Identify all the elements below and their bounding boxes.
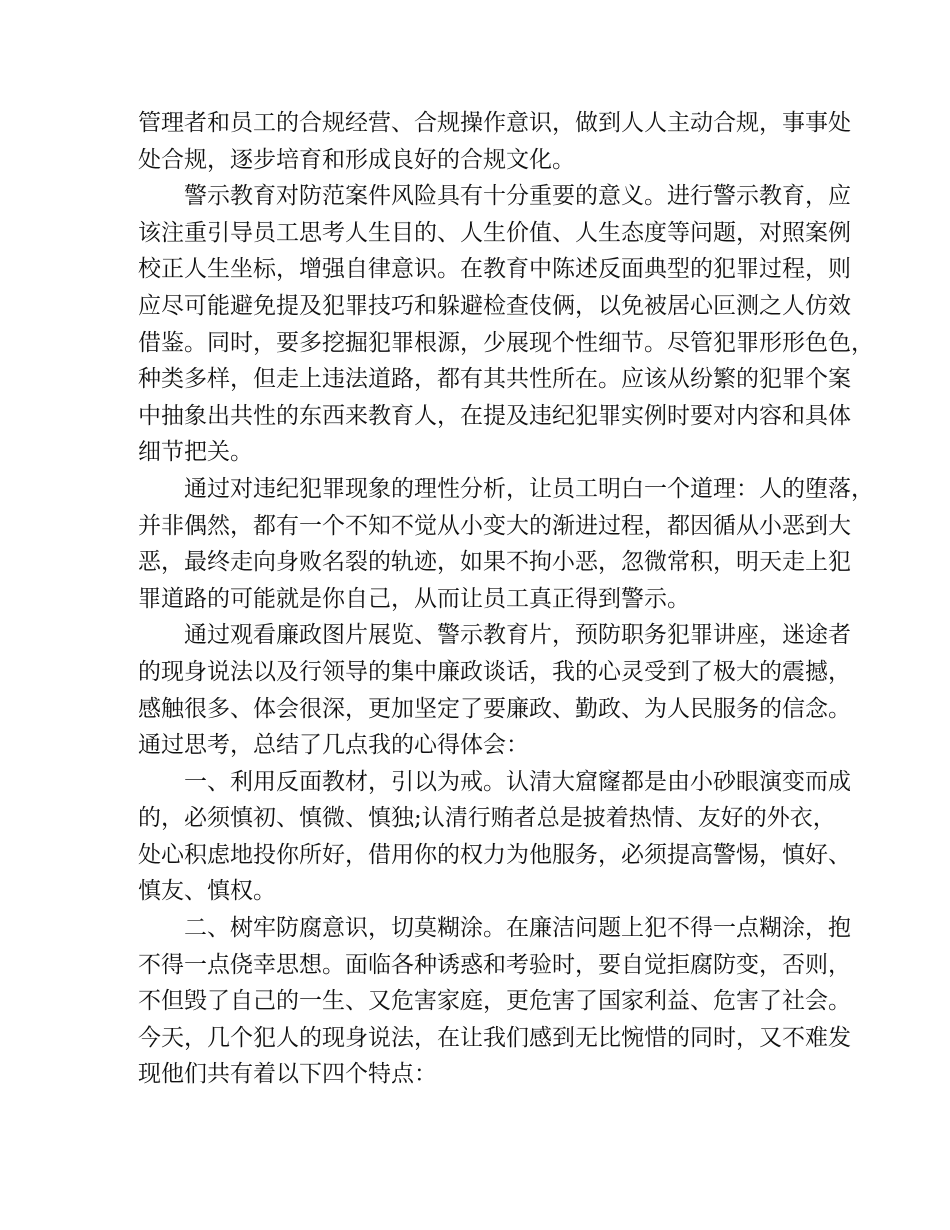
text-line: 不得一点侥幸思想。面临各种诱惑和考验时，要自觉拒腐防变，否则， (138, 951, 851, 978)
text-line: 处合规，逐步培育和形成良好的合规文化。 (138, 146, 575, 173)
text-line: 该注重引导员工思考人生目的、人生价值、人生态度等问题，对照案例 (138, 219, 851, 246)
text-line: 恶，最终走向身败名裂的轨迹，如果不拘小恶，忽微常积，明天走上犯 (138, 549, 851, 576)
text-line: 慎友、慎权。 (138, 878, 276, 905)
text-line: 今天，几个犯人的现身说法，在让我们感到无比惋惜的同时，又不难发 (138, 1024, 851, 1051)
text-line: 校正人生坐标，增强自律意识。在教育中陈述反面典型的犯罪过程，则 (138, 256, 851, 283)
text-line: 种类多样，但走上违法道路，都有其共性所在。应该从纷繁的犯罪个案 (138, 366, 851, 393)
text-line: 细节把关。 (138, 439, 253, 466)
text-line: 一、利用反面教材，引以为戒。认清大窟窿都是由小砂眼演变而成 (184, 768, 851, 795)
text-line: 应尽可能避免提及犯罪技巧和躲避检查伎俩，以免被居心叵测之人仿效 (138, 292, 851, 319)
text-line: 的，必须慎初、慎微、慎独;认清行贿者总是披着热情、友好的外衣， (138, 805, 836, 832)
text-line: 并非偶然，都有一个不知不觉从小变大的渐进过程，都因循从小恶到大 (138, 512, 851, 539)
text-line: 不但毁了自己的一生、又危害家庭，更危害了国家利益、危害了社会。 (138, 988, 851, 1015)
text-line: 通过思考，总结了几点我的心得体会： (138, 732, 529, 759)
text-line: 通过观看廉政图片展览、警示教育片，预防职务犯罪讲座，迷途者 (184, 622, 851, 649)
document-body (138, 105, 874, 1093)
text-line: 中抽象出共性的东西来教育人，在提及违纪犯罪实例时要对内容和具体 (138, 402, 851, 429)
text-line: 二、树牢防腐意识，切莫糊涂。在廉洁问题上犯不得一点糊涂，抱 (184, 915, 851, 942)
text-line: 感触很多、体会很深，更加坚定了要廉政、勤政、为人民服务的信念。 (138, 695, 851, 722)
text-line: 警示教育对防范案件风险具有十分重要的意义。进行警示教育，应 (184, 183, 851, 210)
text-line: 现他们共有着以下四个特点： (138, 1061, 437, 1088)
text-line: 管理者和员工的合规经营、合规操作意识，做到人人主动合规，事事处 (138, 110, 851, 136)
text-line: 罪道路的可能就是你自己，从而让员工真正得到警示。 (138, 585, 690, 612)
text-line: 借鉴。同时，要多挖掘犯罪根源，少展现个性细节。尽管犯罪形形色色， (138, 329, 874, 356)
text-line: 通过对违纪犯罪现象的理性分析，让员工明白一个道理：人的堕落， (184, 475, 874, 502)
text-line: 处心积虑地投你所好，借用你的权力为他服务，必须提高警惕，慎好、 (138, 841, 851, 868)
text-line: 的现身说法以及行领导的集中廉政谈话，我的心灵受到了极大的震撼， (138, 658, 851, 685)
